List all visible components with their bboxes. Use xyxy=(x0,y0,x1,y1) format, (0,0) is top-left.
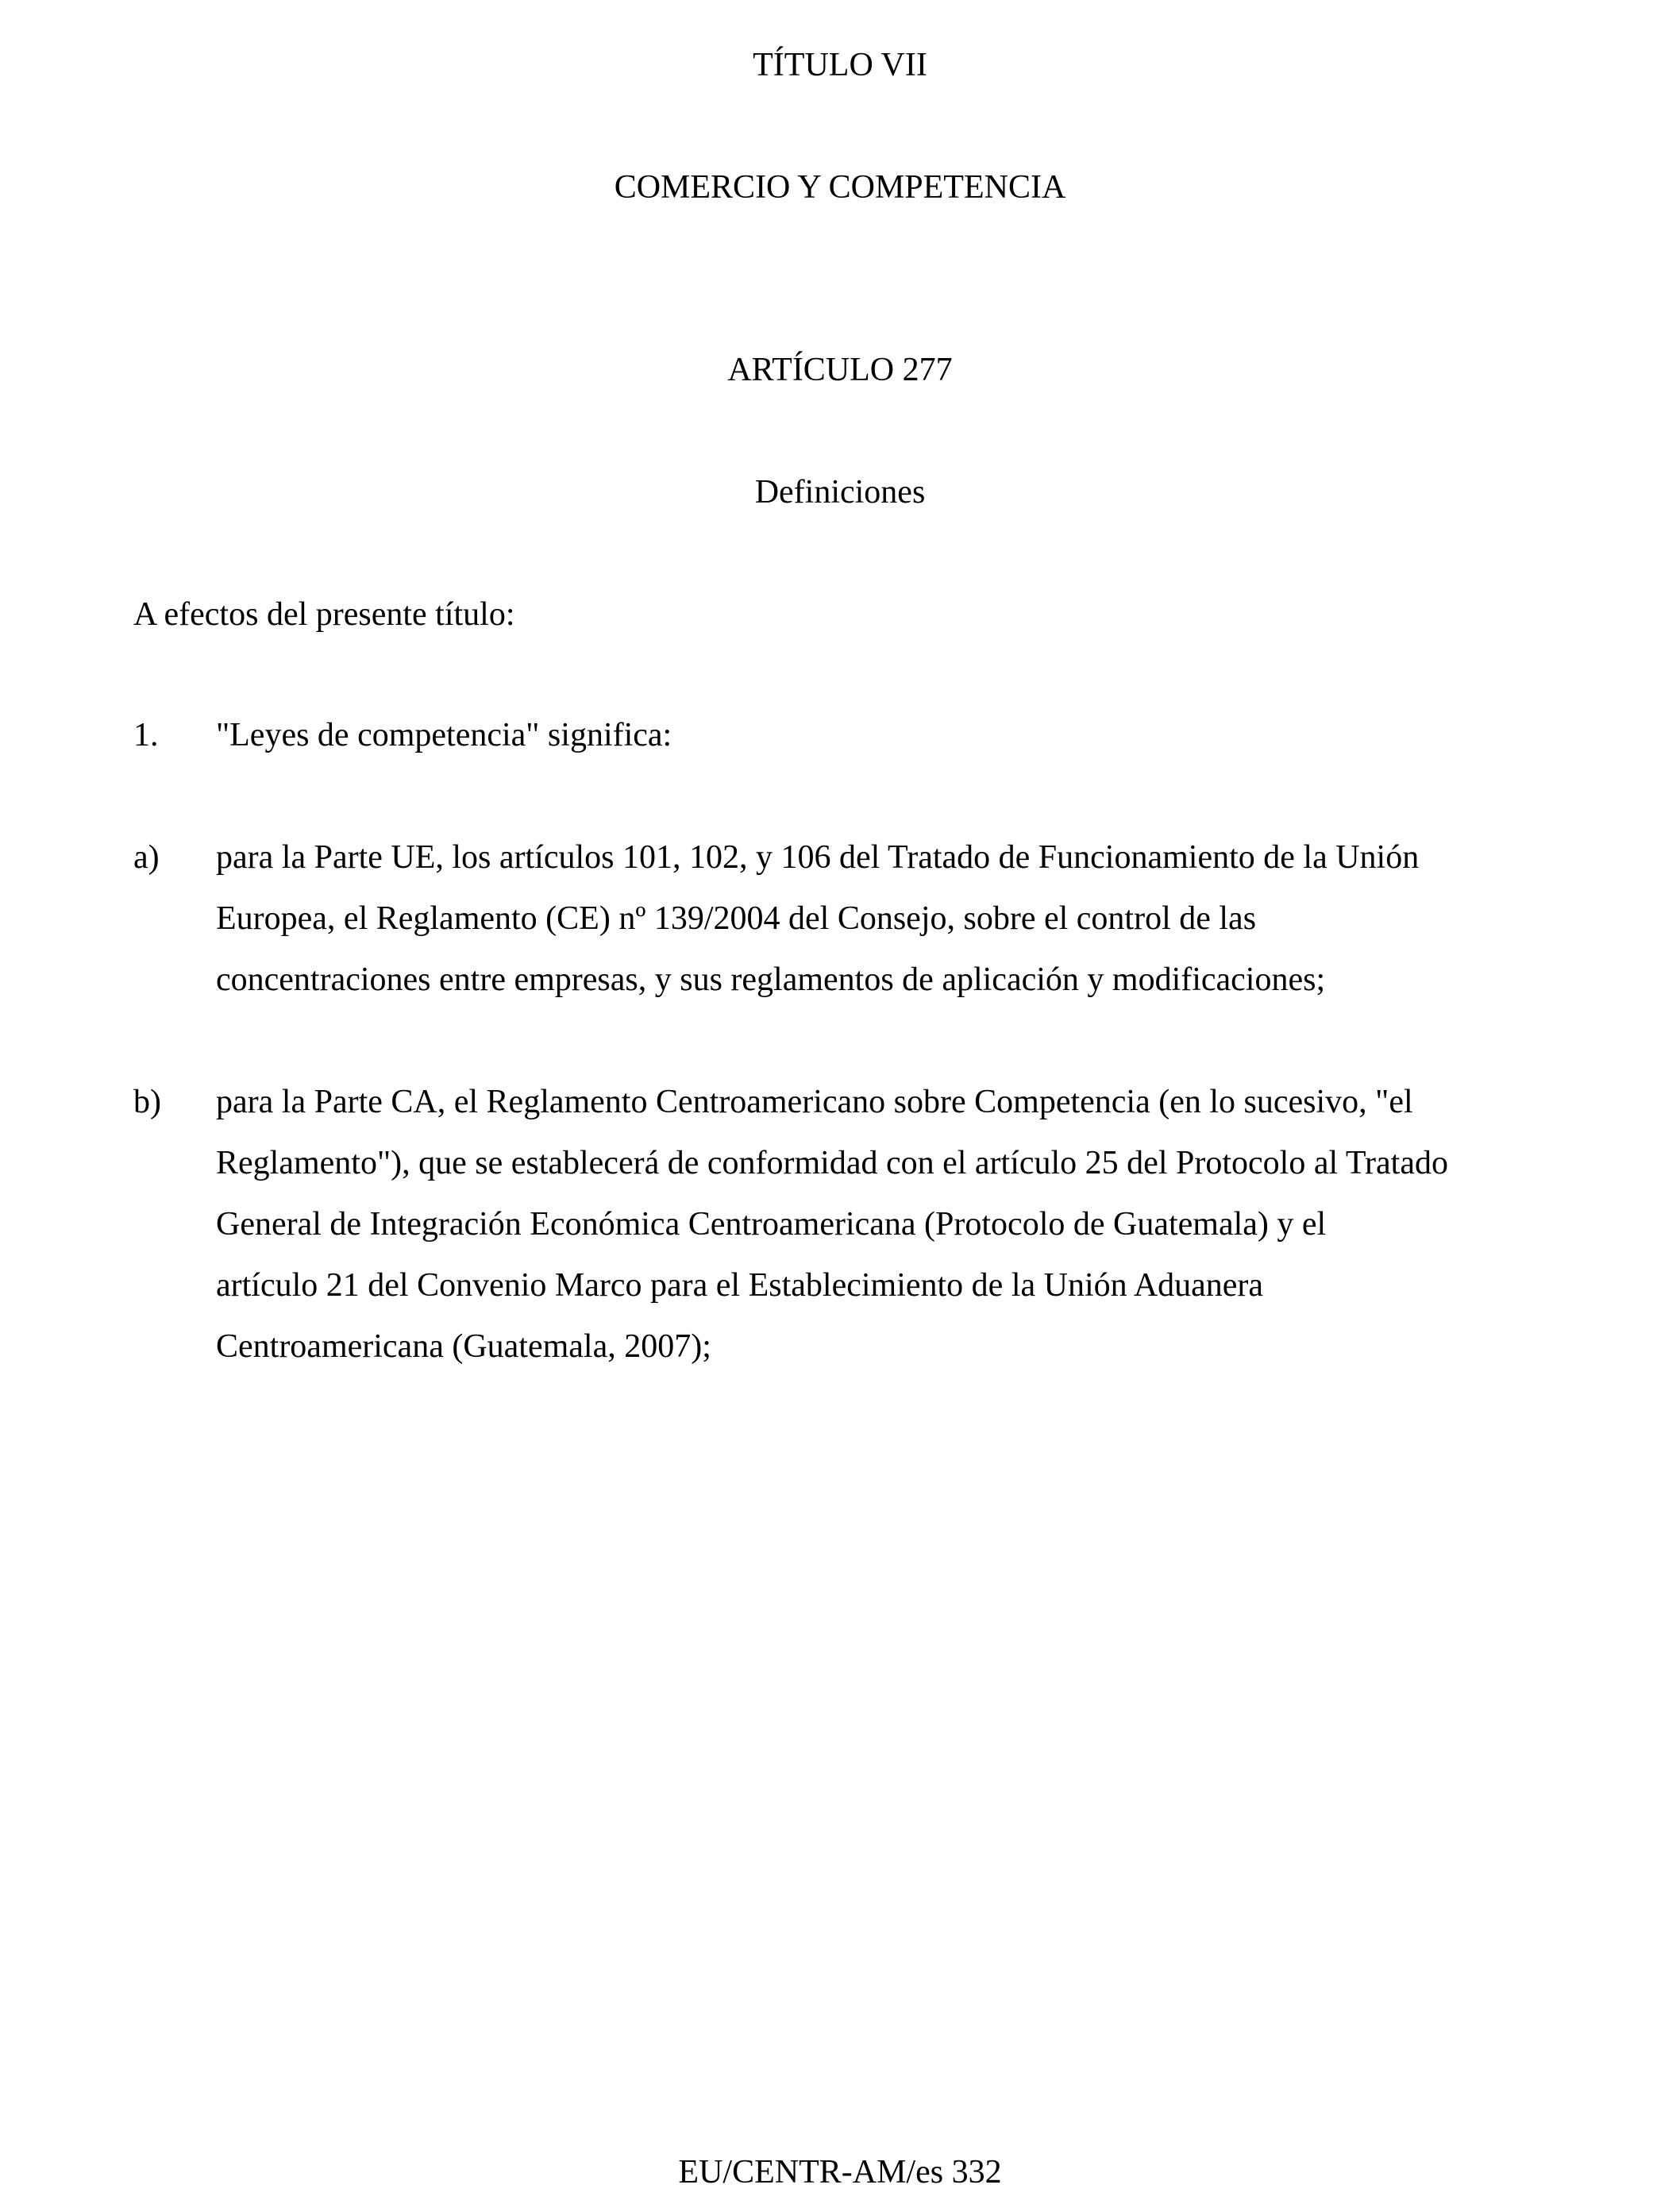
item-a-line: concentraciones entre empresas, y sus reglamentos de aplicación y modificaciones; xyxy=(216,961,1326,998)
item-a-line: Europea, el Reglamento (CE) nº 139/2004 del Consejo, sobre el control de las xyxy=(216,900,1257,937)
item-b-line: artículo 21 del Convenio Marco para el Establecimiento de la Unión Aduanera xyxy=(216,1267,1264,1304)
item-a-line: para la Parte UE, los artículos 101, 102, y 106 del Tratado de Funcionamiento de la Unión xyxy=(216,839,1420,876)
item-b-text xyxy=(216,1072,1613,1378)
item-b-line: General de Integración Económica Centroamericana (Protocolo de Guatemala) y el xyxy=(216,1206,1327,1243)
item-b-line: Reglamento"), que se establecerá de conformidad con el artículo 25 del Protocolo al Tratado xyxy=(216,1145,1448,1181)
intro-paragraph: A efectos del presente título: xyxy=(133,596,515,633)
item-b-line: Centroamericana (Guatemala, 2007); xyxy=(216,1328,711,1365)
subtitle-heading: COMERCIO Y COMPETENCIA xyxy=(614,169,1066,206)
title-heading: TÍTULO VII xyxy=(753,47,927,83)
article-heading: ARTÍCULO 277 xyxy=(727,352,953,388)
article-title: Definiciones xyxy=(754,474,926,511)
item-b-label: b) xyxy=(133,1084,161,1120)
item-1-text xyxy=(216,705,1613,766)
page-footer: EU/CENTR-AM/es 332 xyxy=(678,2154,1002,2191)
item-b-line: para la Parte CA, el Reglamento Centroamericano sobre Competencia (en lo sucesivo, "el xyxy=(216,1084,1413,1120)
item-1-label: 1. xyxy=(133,717,159,753)
item-a-label: a) xyxy=(133,839,160,876)
item-a-text xyxy=(216,827,1613,1011)
item-1-line: "Leyes de competencia" significa: xyxy=(216,717,672,753)
